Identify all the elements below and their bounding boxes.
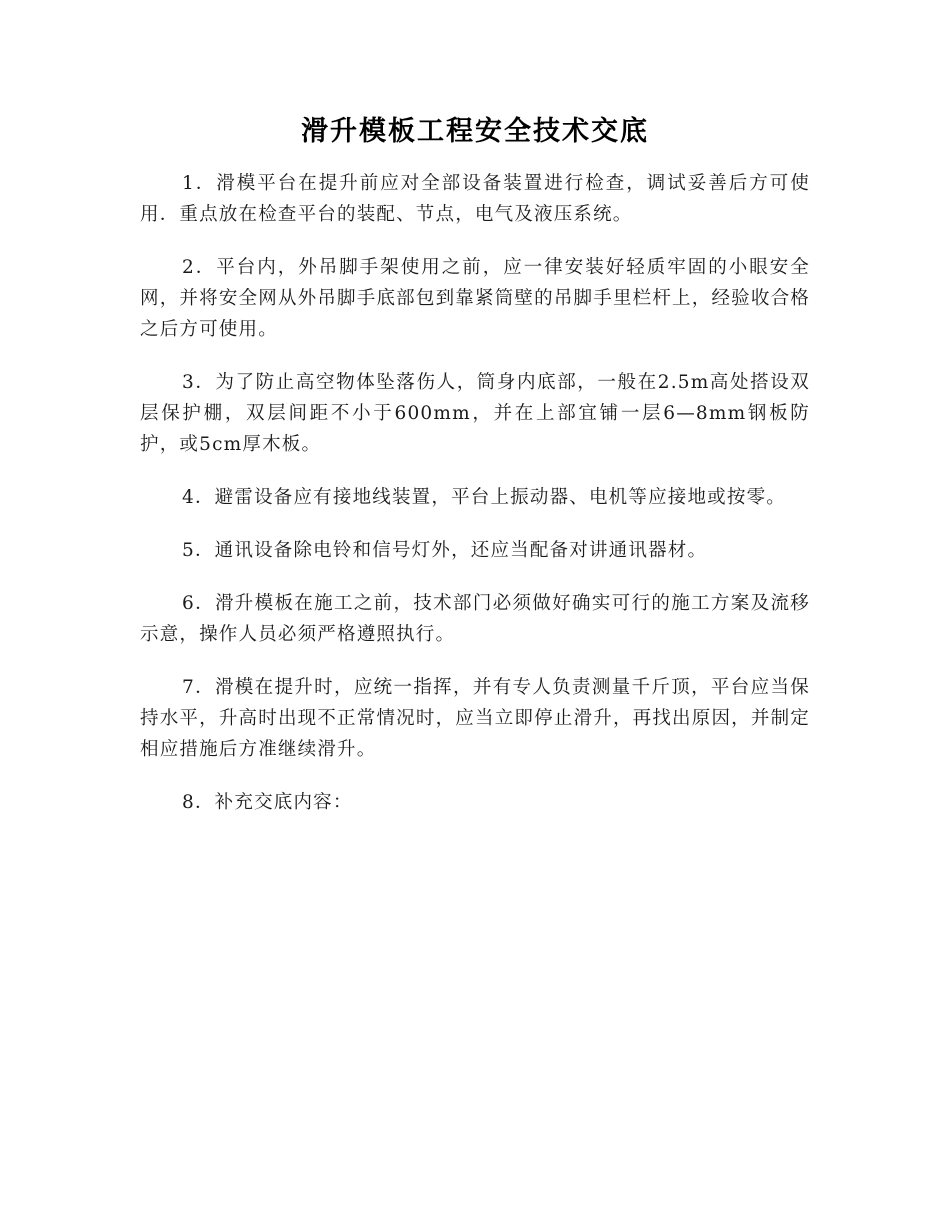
document-body <box>140 168 810 840</box>
paragraph-3: 3．为了防止高空物体坠落伤人，筒身内底部，一般在2.5m高处搭设双层保护棚，双层间距不小于600mm，并在上部宜铺一层6—8mm钢板防护，或5cm厚木板。 <box>140 372 810 455</box>
paragraph-2: 2．平台内，外吊脚手架使用之前，应一律安装好轻质牢固的小眼安全网，并将安全网从外吊脚手底部包到靠紧筒壁的吊脚手里栏杆上，经验收合格之后方可使用。 <box>140 257 810 340</box>
paragraph-4: 4．避雷设备应有接地线装置，平台上振动器、电机等应接地或按零。 <box>182 487 786 508</box>
paragraph-5: 5．通讯设备除电铃和信号灯外，还应当配备对讲通讯器材。 <box>182 540 708 561</box>
document-title: 滑升模板工程安全技术交底 <box>301 116 649 147</box>
paragraph-8: 8．补充交底内容： <box>182 792 353 813</box>
paragraph-7: 7．滑模在提升时，应统一指挥，并有专人负责测量千斤顶，平台应当保持水平，升高时出现不正常情况时，应当立即停止滑升，再找出原因，并制定相应措施后方准继续滑升。 <box>140 677 810 760</box>
paragraph-6: 6．滑升模板在施工之前，技术部门必须做好确实可行的施工方案及流移示意，操作人员必须严格遵照执行。 <box>140 593 810 645</box>
paragraph-1: 1．滑模平台在提升前应对全部设备装置进行检查，调试妥善后方可使用．重点放在检查平台的装配、节点，电气及液压系统。 <box>140 173 810 225</box>
